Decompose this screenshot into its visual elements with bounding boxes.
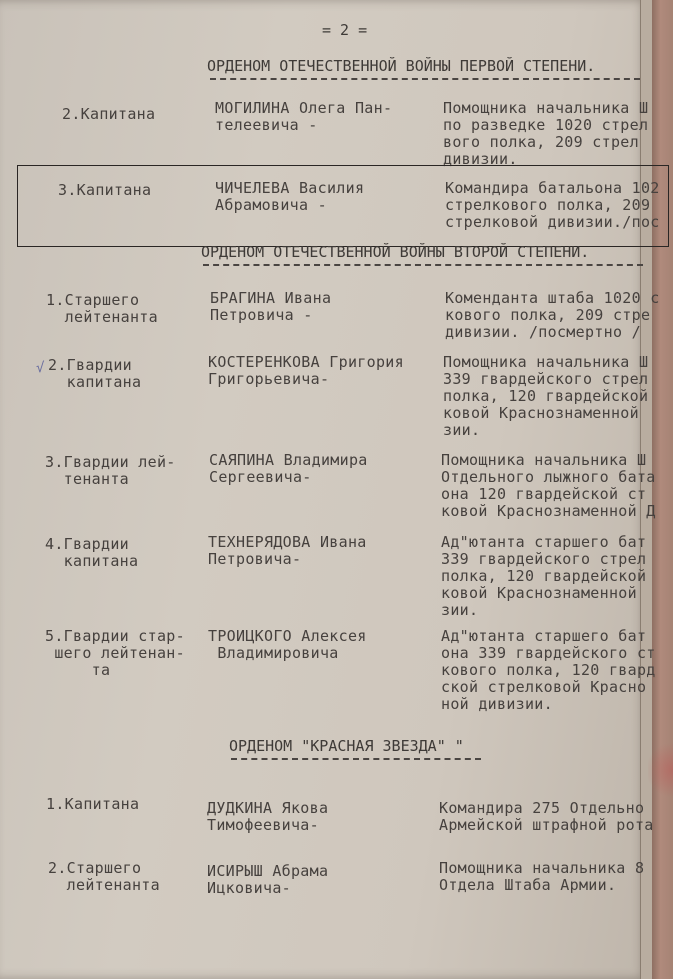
- heading-underline: [203, 264, 643, 266]
- entry-post: Командира батальона 102 стрелкового полка, 209 стрелковой дивизии./пос: [445, 179, 660, 231]
- red-stamp-fragment: [648, 740, 673, 800]
- section-heading-1: ОРДЕНОМ ОТЕЧЕСТВЕННОЙ ВОЙНЫ ПЕРВОЙ СТЕПЕНИ.: [207, 57, 596, 75]
- entry-post: Ад"ютанта старшего бат она 339 гвардейского ст кового полка, 120 гвард ской стрелковой Красно ной дивизии.: [441, 627, 656, 713]
- entry-rank: 3.Гвардии лей- тенанта: [45, 453, 176, 488]
- entry-name: ИСИРЫШ Абрама Ицковича-: [207, 862, 329, 897]
- entry-post: Помощника начальника Ш по разведке 1020 стрел вого полка, 209 стрел дивизии.: [443, 99, 649, 168]
- entry-rank: 1.Капитана: [46, 795, 140, 813]
- entry-name: САЯПИНА Владимира Сергеевича-: [209, 451, 368, 486]
- entry-post: Помощника начальника 8 Отдела Штаба Армии.: [439, 859, 645, 894]
- entry-rank: 2.Капитана: [62, 105, 156, 123]
- entry-name: КОСТЕРЕНКОВА Григория Григорьевича-: [208, 353, 404, 388]
- heading-underline: [210, 78, 640, 80]
- entry-rank: 1.Старшего лейтенанта: [46, 291, 158, 326]
- section-heading-2: ОРДЕНОМ ОТЕЧЕСТВЕННОЙ ВОЙНЫ ВТОРОЙ СТЕПЕНИ.: [201, 243, 590, 261]
- entry-rank: 2.Гвардии капитана: [48, 356, 142, 391]
- heading-underline: [231, 758, 481, 760]
- entry-rank: 5.Гвардии стар- шего лейтенан- та: [45, 627, 185, 679]
- entry-post: Ад"ютанта старшего бат 339 гвардейского стрел полка, 120 гвардейской ковой Краснознаменной зии.: [441, 533, 647, 619]
- section-heading-3: ОРДЕНОМ "КРАСНАЯ ЗВЕЗДА" ": [229, 737, 464, 755]
- entry-name: ТЕХНЕРЯДОВА Ивана Петровича-: [208, 533, 367, 568]
- page-number: = 2 =: [322, 21, 368, 39]
- entry-post: Помощника начальника Ш Отдельного лыжного бата она 120 гвардейской ст ковой Краснознаменной Д: [441, 451, 656, 520]
- entry-post: Помощника начальника Ш 339 гвардейского стрел полка, 120 гвардейской ковой Краснознаменной зии.: [443, 353, 649, 439]
- check-mark: √: [36, 360, 45, 376]
- entry-name: ЧИЧЕЛЕВА Василия Абрамовича -: [215, 179, 365, 214]
- entry-post: Коменданта штаба 1020 с кового полка, 209 стре дивизии. /посмертно /: [445, 289, 660, 341]
- entry-rank: 2.Старшего лейтенанта: [48, 859, 160, 894]
- entry-name: МОГИЛИНА Олега Пан- телеевича -: [215, 99, 393, 134]
- entry-name: БРАГИНА Ивана Петровича -: [210, 289, 332, 324]
- entry-name: ДУДКИНА Якова Тимофеевича-: [207, 799, 329, 834]
- entry-rank: 3.Капитана: [58, 181, 152, 199]
- entry-rank: 4.Гвардии капитана: [45, 535, 139, 570]
- entry-name: ТРОИЦКОГО Алексея Владимировича: [208, 627, 367, 662]
- entry-post: Командира 275 Отдельно Армейской штрафной рота: [439, 799, 654, 834]
